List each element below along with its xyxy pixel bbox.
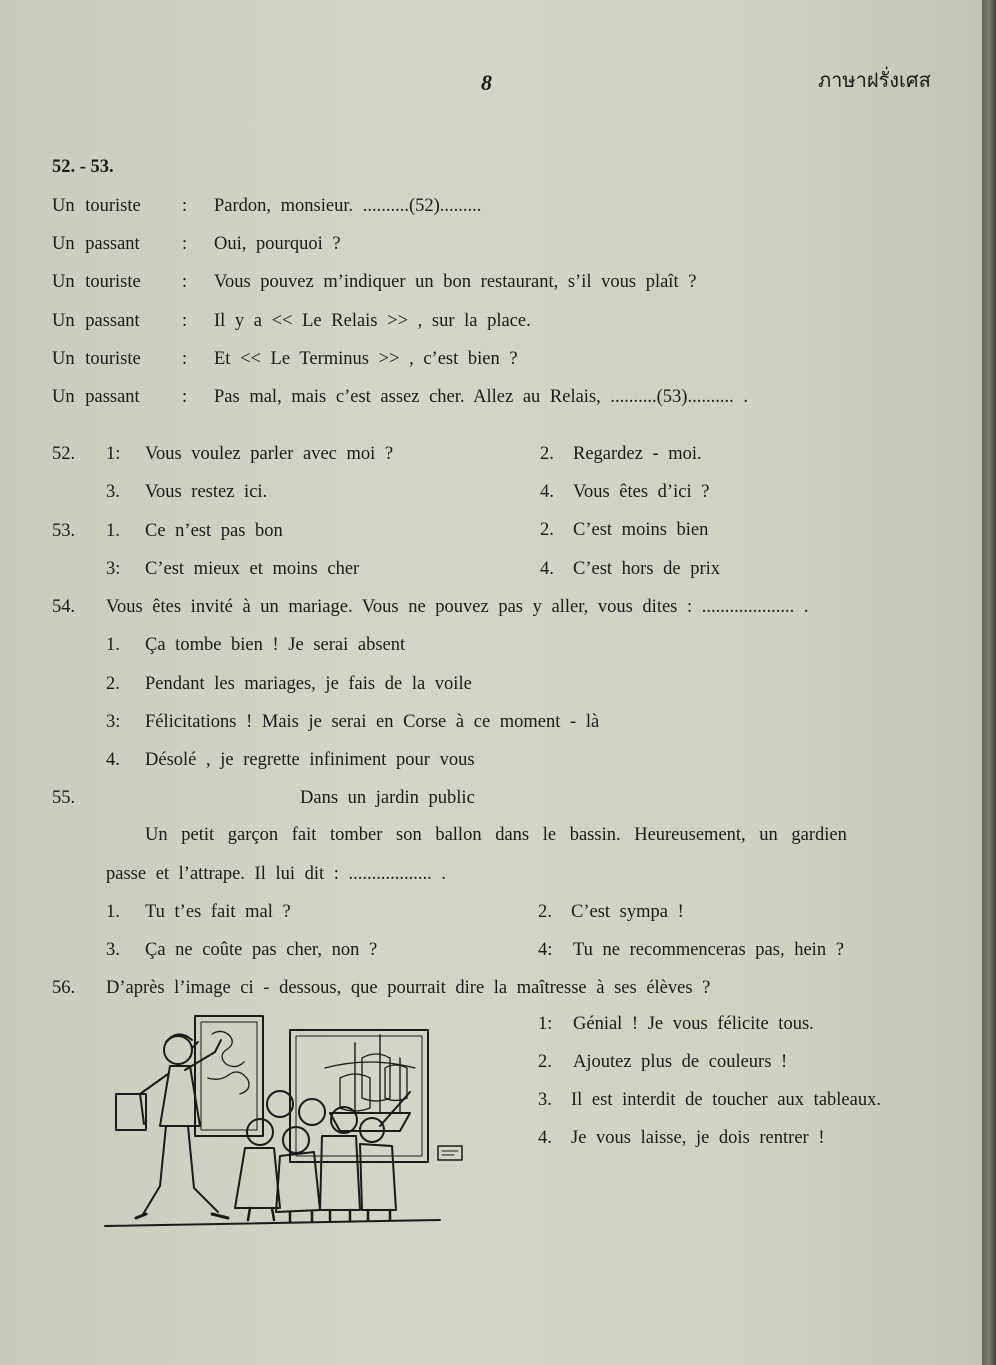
section-heading-52-53: 52. - 53.: [52, 157, 114, 177]
option-text: C’est hors de prix: [573, 559, 721, 579]
option-text: C’est mieux et moins cher: [145, 559, 360, 579]
option-text: C’est sympa !: [571, 902, 684, 922]
option-text: Génial ! Je vous félicite tous.: [573, 1014, 814, 1034]
option-number: 4.: [538, 1128, 552, 1148]
dialogue-line: Oui, pourquoi ?: [214, 234, 341, 254]
option-text: Vous voulez parler avec moi ?: [145, 444, 394, 464]
option-number: 2.: [538, 902, 552, 922]
option-text: Pendant les mariages, je fais de la voile: [145, 674, 472, 694]
option-number: 2.: [106, 674, 120, 694]
question-number-52: 52.: [52, 444, 76, 464]
header-subject: ภาษาฝรั่งเศส: [818, 68, 931, 92]
option-number: 4.: [106, 750, 120, 770]
question-prompt-55-line1: Un petit garçon fait tomber son ballon dans le bassin. Heureusement, un gardien: [145, 825, 847, 845]
dialogue-speaker: Un touriste: [52, 196, 141, 216]
option-text: Tu t’es fait mal ?: [145, 902, 291, 922]
question-number-55: 55.: [52, 788, 76, 808]
option-text: Vous restez ici.: [145, 482, 268, 502]
dialogue-colon: :: [182, 272, 188, 292]
option-number: 3:: [106, 559, 121, 579]
option-text: Ça ne coûte pas cher, non ?: [145, 940, 378, 960]
page-number: 8: [481, 70, 492, 95]
option-text: Ce n’est pas bon: [145, 521, 283, 541]
option-number: 3.: [106, 482, 120, 502]
page-edge: [982, 0, 996, 1365]
dialogue-speaker: Un touriste: [52, 272, 141, 292]
dialogue-colon: :: [182, 349, 188, 369]
option-text: Ajoutez plus de couleurs !: [573, 1052, 788, 1072]
dialogue-colon: :: [182, 234, 188, 254]
question-prompt-56: D’après l’image ci - dessous, que pourrait dire la maîtresse à ses élèves ?: [106, 978, 711, 998]
option-number: 2.: [540, 520, 554, 540]
option-number: 1.: [106, 521, 120, 541]
option-text: Regardez - moi.: [573, 444, 702, 464]
question-number-56: 56.: [52, 978, 76, 998]
option-text: Félicitations ! Mais je serai en Corse à ce moment - là: [145, 712, 600, 732]
classroom-illustration: [100, 1008, 475, 1233]
dialogue-line: Pardon, monsieur. ..........(52).........: [214, 196, 482, 216]
option-number: 1:: [106, 444, 121, 464]
question-title-55: Dans un jardin public: [300, 788, 475, 808]
option-number: 4:: [538, 940, 553, 960]
dialogue-speaker: Un touriste: [52, 349, 141, 369]
option-text: Désolé , je regrette infiniment pour vous: [145, 750, 475, 770]
option-text: Ça tombe bien ! Je serai absent: [145, 635, 406, 655]
option-text: C’est moins bien: [573, 520, 709, 540]
dialogue-colon: :: [182, 311, 188, 331]
option-number: 3:: [106, 712, 121, 732]
option-text: Vous êtes d’ici ?: [573, 482, 710, 502]
option-number: 1:: [538, 1014, 553, 1034]
question-prompt-55-line2: passe et l’attrape. Il lui dit : .................. .: [106, 864, 447, 884]
dialogue-speaker: Un passant: [52, 234, 140, 254]
option-number: 4.: [540, 559, 554, 579]
option-number: 2.: [538, 1052, 552, 1072]
dialogue-speaker: Un passant: [52, 311, 140, 331]
dialogue-colon: :: [182, 196, 188, 216]
question-prompt-54: Vous êtes invité à un mariage. Vous ne pouvez pas y aller, vous dites : .................... .: [106, 597, 809, 617]
option-number: 2.: [540, 444, 554, 464]
option-number: 4.: [540, 482, 554, 502]
option-text: Je vous laisse, je dois rentrer !: [571, 1128, 825, 1148]
dialogue-line: Vous pouvez m’indiquer un bon restaurant, s’il vous plaît ?: [214, 272, 697, 292]
dialogue-colon: :: [182, 387, 188, 407]
option-text: Il est interdit de toucher aux tableaux.: [571, 1090, 881, 1110]
question-number-53: 53.: [52, 521, 76, 541]
dialogue-speaker: Un passant: [52, 387, 140, 407]
option-number: 3.: [106, 940, 120, 960]
dialogue-line: Il y a << Le Relais >> , sur la place.: [214, 311, 531, 331]
option-number: 3.: [538, 1090, 552, 1110]
option-text: Tu ne recommenceras pas, hein ?: [573, 940, 844, 960]
option-number: 1.: [106, 902, 120, 922]
option-number: 1.: [106, 635, 120, 655]
dialogue-line: Et << Le Terminus >> , c’est bien ?: [214, 349, 518, 369]
dialogue-line: Pas mal, mais c’est assez cher. Allez au Relais, ..........(53).......... .: [214, 387, 748, 407]
question-number-54: 54.: [52, 597, 76, 617]
